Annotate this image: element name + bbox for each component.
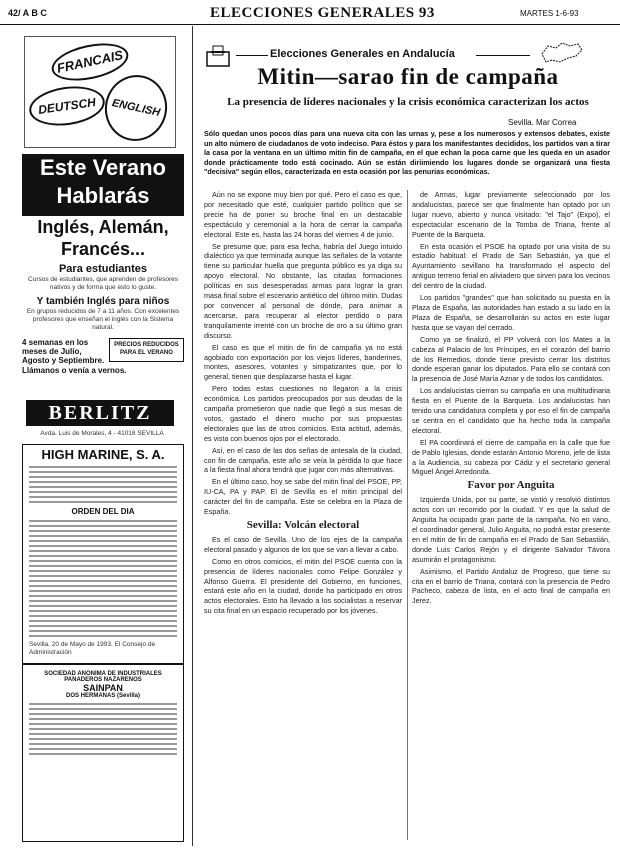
paragraph: Asimismo, el Partido Andaluz de Progreso, que tiene su cita en el barrio de Triana, contará con la presencia de Pedro Pacheco, cabeza de lista, en el acto final de campaña en Jerez.: [412, 566, 610, 606]
notice-text-block: [29, 466, 177, 503]
paragraph: Así, en el caso de las dos señas de antesala de la ciudad, con fin de campaña, este año se veía la pérdida lo que hace a la fiesta final ahora tendrá que jugar con más alternativas.: [204, 445, 402, 475]
sainpan-heading: SOCIEDAD ANONIMA DE INDUSTRIALES PANADEROS NAZARENOS: [44, 670, 162, 683]
andalucia-map-icon: [540, 40, 584, 66]
article-byline: Sevilla. Mar Correa: [508, 118, 577, 127]
banner-line-1: Este Verano: [40, 155, 166, 180]
price-badge: PRECIOS REDUCIDOS PARA EL VERANO: [109, 338, 184, 362]
bubble-francais: FRANCAIS: [48, 37, 131, 86]
berlitz-address: Avda. Luis de Morales, 4 - 41018 SEVILLA: [40, 430, 164, 437]
paragraph: Pero todas estas cuestiones no llegaron a la crisis económica. Los partidos preocupados por sus deudas de la campaña prometieron que nadie que llegó a sus mesas de votos, gastado el dinero mucho por sus propuestas electorales que las de otros comicios. Esta actitud, además, es vista con buenos ojos por el electorado.: [204, 384, 402, 443]
languages-line-2: Francés...: [60, 239, 146, 259]
sainpan-location: DOS HERMANAS (Sevilla): [65, 692, 140, 699]
section-rule-right: [476, 55, 530, 56]
paragraph: Izquierda Unida, por su parte, se vistió y resolvió distintos actos con un recorrido por la ciudad. Y es que la salud de Anguita ha ocupado gran parte de la campaña. No en vano, el coordinador general, Julio Anguita, no podrá estar presente en el mitin de fin de campaña en el Prado de San Sebastián, donde Luis Carlos Rejón y el dirigente Salvador Távora asumirán el protagonismo.: [412, 495, 610, 564]
order-of-day: ORDEN DEL DIA: [71, 507, 135, 516]
kids-title: Y también Inglés para niños: [36, 296, 170, 307]
notice-divider: [23, 663, 183, 665]
kids-text: En grupos reducidos de 7 a 11 años. Con excelentes profesores que enseñan el inglés con la Sistema natural.: [26, 308, 180, 331]
bubble-english: ENGLISH: [99, 69, 173, 146]
section-title: ELECCIONES GENERALES 93: [210, 5, 435, 21]
page-number: 42/ A B C: [8, 8, 47, 18]
call-to-action: Llámanos o venía a vernos.: [22, 366, 127, 375]
subhead-anguita: Favor por Anguita: [467, 479, 555, 492]
subhead-sevilla: Sevilla: Volcán electoral: [246, 519, 360, 531]
bubble-deutsch: DEUTSCH: [27, 82, 108, 130]
students-title: Para estudiantes: [58, 263, 148, 275]
article-column-1: [204, 190, 402, 840]
paragraph: En esta ocasión el PSOE ha optado por una visita de su estadio habitual: el Prado de San Sebastián, ya que el Ayuntamiento sevillano ha transformado el aspecto del antiguo terreno ferial en aliviadero que sirven para los vecinos del centro de la ciudad.: [412, 241, 610, 291]
agenda-text-block: [29, 520, 177, 637]
paragraph: En el último caso, hoy se sabe del mitin final del PSOE, PP, IU-CA, PA y PAP. El de Sevilla es el mitin principal del carácter del fin de campaña. Este se celebra en la Plaza de España.: [204, 477, 402, 517]
paragraph: El caso es que el mitin de fin de campaña ya no está agobiado con exportación por los viejos líderes, banderines, montes, asesores, votantes y simpatizantes que, por lo general, tienen que desplazarse hasta el lugar.: [204, 342, 402, 382]
language-ad-body: [22, 214, 184, 375]
article-lead: Sólo quedan unos pocos días para una nueva cita con las urnas y, pese a los numerosos y extensos debates, existe un alto número de ciudadanos de voto indeciso. Para éstos y para los manifestantes decididos, los partidos van a tirar la casa por la ventana en un último mitin fin de campaña, en el que echan la poca carne que les queda en un asador donde prácticamente todo está cocinado. Aún se están diriimiendo los lugares donde se organizará una fiesta "decisiva" según ellos, caracterizada en esta ocasión por las penurias económicas.: [204, 129, 610, 177]
paragraph: Los partidos "grandes" que han solicitado su puesta en la Plaza de España, las autoridades han estado a su lado en la Plaza de España, se desarrollarán su actos en este lugar hasta que se vayan del cerrado.: [412, 293, 610, 332]
paragraph: Como en otros comicios, el mitin del PSOE cuenta con la presencia de líderes nacionales como Felipe González y Alfonso Guerra. El presidente del Gobierno, en funciones, estará este año en la ciudad, donde ha participado en otros actos electorales. Esto ha llevado a los socialistas a reservar su cita final en un espacio recuperado por los jóvenes.: [204, 556, 402, 616]
column-rule: [407, 190, 408, 840]
issue-date: MARTES 1-6-93: [520, 9, 579, 18]
berlitz-logo: BERLITZ: [26, 400, 174, 426]
paragraph: Los andalucistas cierran su campaña en una multitudinaria fiesta en el Puente de la Barqueta. Los andalucistas han tenido una candidatura completa y por eso el fin de campaña se centra en el candidato que ha hecho toda la campaña electoral.: [412, 386, 610, 435]
column-divider: [192, 26, 193, 846]
summer-banner: [22, 154, 184, 216]
paragraph: Como ya se finalizó, el PP volverá con los Mates a la cabeza al Palacio de los Príncipes, en el corazón del barrio de los Remedios, donde tiene previsto cerrar los distritos donde esperan ganar los diputados. Para ello se contará con la presencia de José María Aznar y de todos los candidatos.: [412, 334, 610, 384]
sainpan-text-block: [29, 703, 177, 755]
sainpan-name: SAINPAN: [83, 682, 123, 693]
banner-line-2: Hablarás: [56, 183, 150, 208]
paragraph: Aún no se expone muy bien por qué. Pero el caso es que, por necesitado que esté, cualquier partido político que se precie ha de poner su broche final en un destacable espectáculo y ceremonial a la hora de cerrar la campaña electoral. Este es, hasta las 24 horas del viernes 4 de junio.: [204, 190, 402, 239]
article-section-label: Elecciones Generales en Andalucía: [270, 48, 455, 60]
paragraph: Es el caso de Sevilla. Uno de los ejes de la campaña electoral pasado y algunos de los que se van a llevar a cabo.: [204, 534, 402, 554]
article-column-2: [412, 190, 610, 840]
language-bubbles-illustration: [24, 36, 176, 148]
high-marine-notice: [22, 444, 184, 842]
weeks-text: 4 semanas en los meses de Julio, Agosto y Septiembre.: [22, 338, 105, 365]
section-rule-left: [236, 55, 268, 56]
high-marine-title: HIGH MARINE, S. A.: [41, 447, 165, 462]
notice-date: Sevilla, 20 de Mayo de 1993. El Consejo de Administración: [29, 641, 156, 656]
article-subheadline: La presencia de líderes nacionales y la crisis económica caracterizan los actos: [227, 96, 589, 108]
page-header: [0, 4, 620, 25]
paragraph: El PA coordinará el cierre de campaña en la calle que fue de Pablo Iglesias, donde estarán Antonio Moreno, jefe de lista a la Audiencia, su cabeza por Cádiz y el secretario general Miguel Ángel Arredonda.: [412, 437, 610, 477]
paragraph: Se presume que, para esa fecha, habría del Juego intuido dialéctico ya que terminada aunque las señales de la votante tiene su particular huella que pregunta público es ya diga su apoyo electoral. No obstante, las citadas formaciones políticas en sus desesperadas armas para lograr la gran masa final sobre el escenario antiético del último mitin. Dudas por convencer al personal de dónde, para animar a acercarse, para recuperar al elector perdido o para tranquilamente irrenté con un broche de oro a su último gran discurso.: [204, 241, 402, 340]
paragraph: de Armas, lugar previamente seleccionado por los andalucistas, parece ser que finalmente han optado por un lugar nuevo, abierto y nunca visitado: "el Tajo" (Expo), el espectacular escenario de la Tomba de Triana, frente al Puente de la Barqueta.: [412, 190, 610, 239]
students-text: Cursos de estudiantes, que aprenden de profesores nativos y de forma que esto lo guste.: [28, 276, 178, 291]
article-headline: Mitin—sarao fin de campaña: [257, 64, 559, 89]
languages-line-1: Inglés, Alemán,: [37, 217, 169, 237]
